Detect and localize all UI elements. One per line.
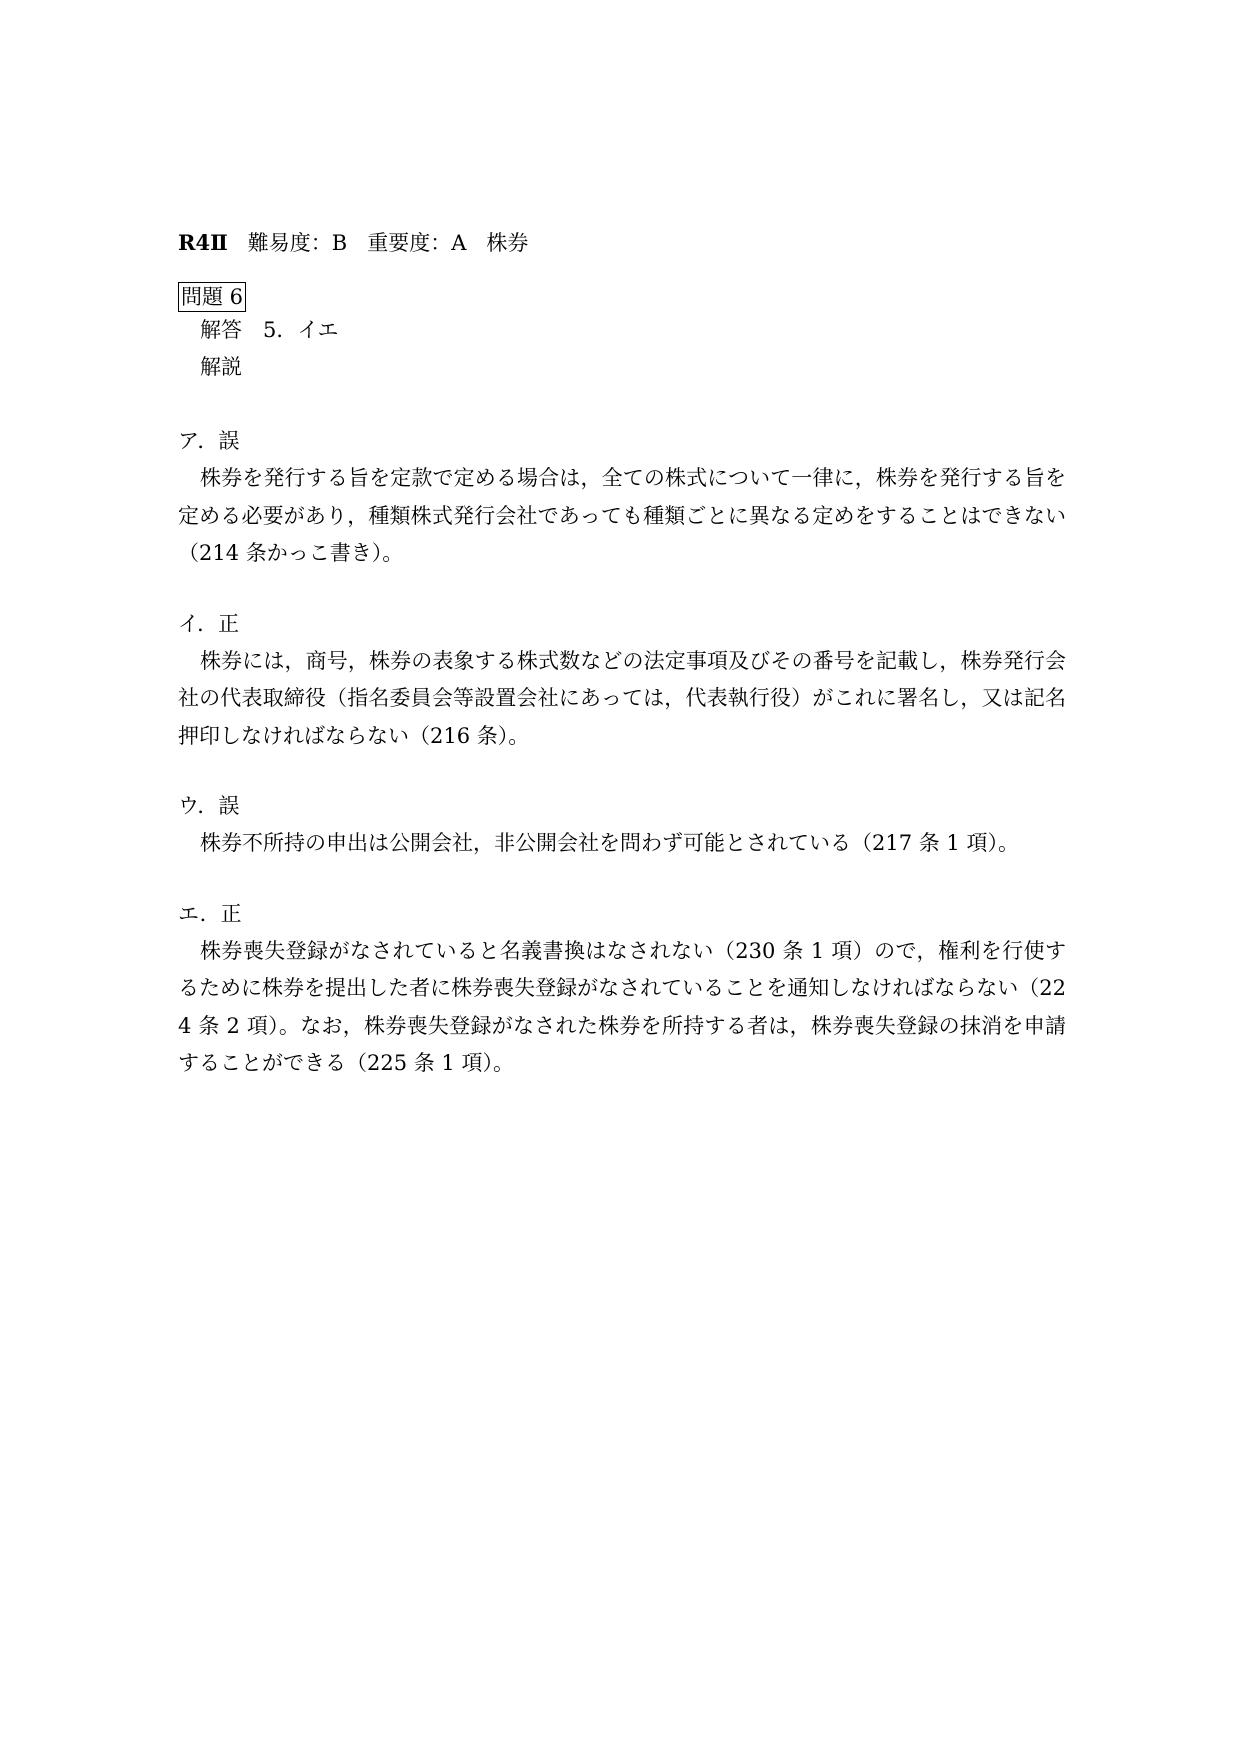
section-i <box>178 609 1068 756</box>
topic-label: 株券 <box>486 231 529 255</box>
document-page <box>178 228 1068 1083</box>
section-a <box>178 426 1068 573</box>
section-title: ア．誤 <box>178 429 240 453</box>
section-title: イ．正 <box>178 611 240 636</box>
section-body: 株券には，商号，株券の表象する株式数などの法定事項及びその番号を記載し，株券発行会社の代表取締役（指名委員会等設置会社にあっては，代表執行役）がこれに署名し，又は記名押印しなければならない（216 条）。 <box>178 648 1066 748</box>
section-title: エ．正 <box>178 901 242 926</box>
section-title: ウ．誤 <box>178 794 240 818</box>
answer-line: 解答 5．イエ <box>200 318 339 342</box>
exam-label: R4Ⅱ <box>178 230 228 255</box>
difficulty-label: 難易度：B <box>247 231 348 255</box>
section-e <box>178 899 1068 1083</box>
problem-number-box: 問題 6 <box>178 282 246 312</box>
explanation-label: 解説 <box>200 355 242 379</box>
section-body: 株券を発行する旨を定款で定める場合は，全ての株式について一律に，株券を発行する旨を定める必要があり，種類株式発行会社であっても種類ごとに異なる定めをすることはできない（214 条かっこ書き）。 <box>178 466 1066 565</box>
importance-label: 重要度：A <box>367 231 467 255</box>
section-body: 株券喪失登録がなされていると名義書換はなされない（230 条 1 項）ので，権利を行使するために株券を提出した者に株券喪失登録がなされていることを通知しなければならない（224 条 2 項）。なお，株券喪失登録がなされた株券を所持する者は，株券喪失登録の抹消を申請することができる（225 条 1 項）。 <box>178 938 1066 1075</box>
section-body: 株券不所持の申出は公開会社，非公開会社を問わず可能とされている（217 条 1 項）。 <box>200 831 1019 855</box>
section-u <box>178 791 1068 863</box>
header-line <box>178 228 1068 258</box>
